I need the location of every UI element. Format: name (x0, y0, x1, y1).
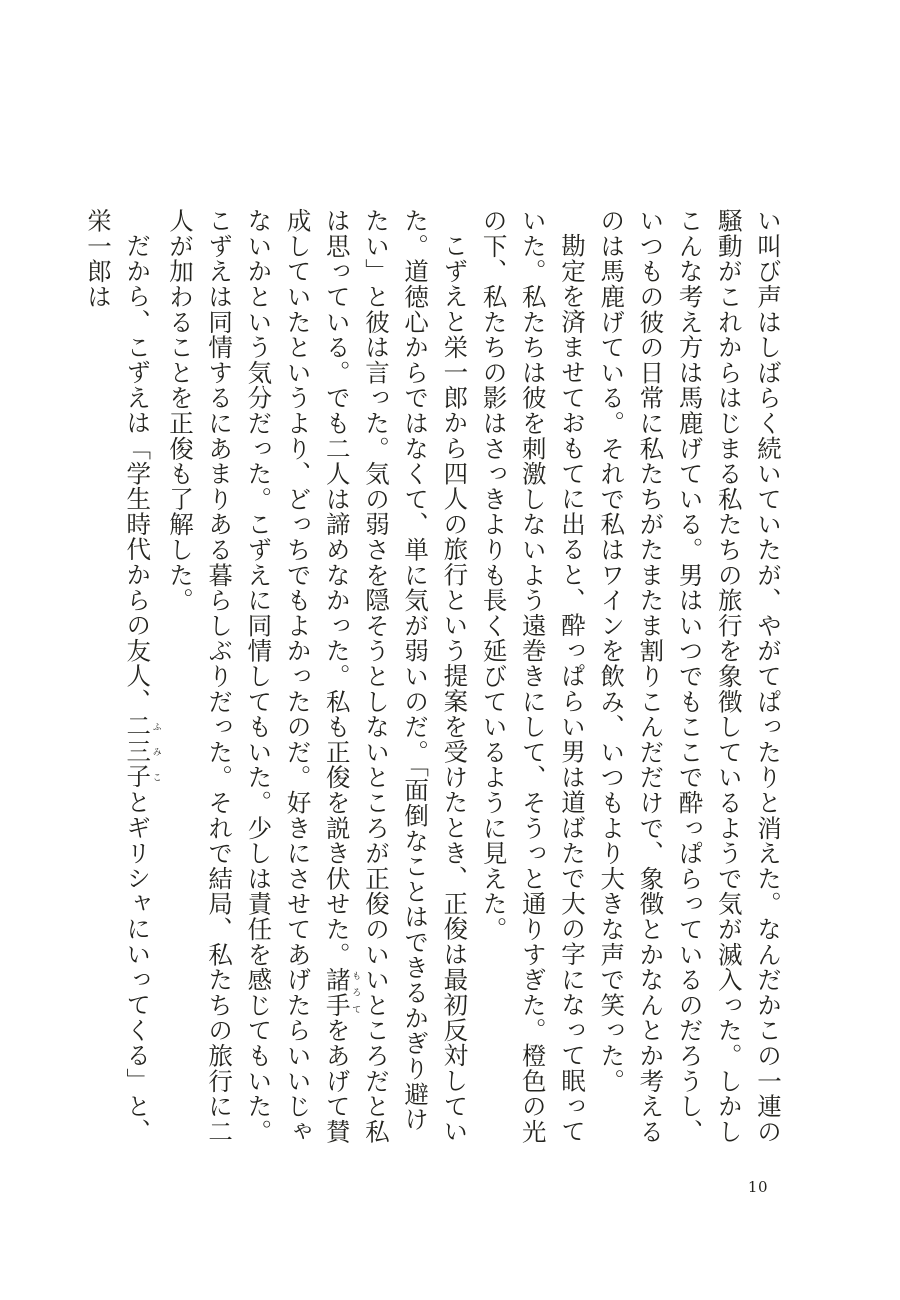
ruby-morote (322, 967, 361, 1018)
paragraph-3-text-a: こずえと栄一郎から四人の旅行という提案を受けたとき、正俊は最初反対していた。道徳心からではなくて、単に気が弱いのだ。「面倒なことはできるかぎり避けたい」と彼は言った。気の弱さを隠そうとしないところが正俊のいいところだと私は思っている。でも二人は諦めなかった。私も正俊を説き伏せた。 (322, 208, 470, 1145)
paragraph-4-text-a: だから、こずえは「学生時代からの友人、 (123, 232, 153, 714)
paragraph-2 (474, 208, 592, 1148)
paragraph-1 (592, 208, 788, 1148)
ruby-fumiko (123, 713, 161, 790)
paragraph-4 (79, 208, 161, 1148)
ruby-morote-reading: もろて (350, 967, 361, 1018)
paragraph-3-text-b: をあげて賛成していたというより、どっちでもよかったのだ。好きにさせてあげたらいいじゃないかという気分だった。こずえに同情してもいた。少しは責任を感じてもいた。こずえは同情するにあまりある暮らしぶりだった。それで結局、私たちの旅行に二人が加わることを正俊も了解した。 (165, 208, 352, 1145)
vertical-text-body (79, 208, 788, 1148)
page-number: 10 (747, 1178, 768, 1196)
ruby-fumiko-base: 二三子 (123, 713, 153, 790)
paragraph-3 (161, 208, 475, 1148)
paragraph-2-text: 勘定を済ませておもてに出ると、酔っぱらい男は道ばたで大の字になって眠っていた。私たちは彼を刺激しないよう遠巻きにして、そうっと通りすぎた。橙色の光の下、私たちの影はさっきよりも長く延びているように見えた。 (479, 208, 587, 1145)
ruby-fumiko-reading: ふみこ (150, 713, 161, 790)
paragraph-1-text: い叫び声はしばらく続いていたが、やがてぱったりと消えた。なんだかこの一連の騒動がこれからはじまる私たちの旅行を象徴しているようで気が滅入った。しかしこんな考え方は馬鹿げている。男はいつでもここで酔っぱらっているのだろうし、いつもの彼の日常に私たちがたまたま割りこんだだけで、象徴とかなんとか考えるのは馬鹿げている。それで私はワインを飲み、いつもより大きな声で笑った。 (597, 208, 783, 1145)
paragraph-4-text-b: とギリシャにいってくる」と、栄一郎は (84, 208, 153, 1144)
ruby-morote-base: 諸手 (322, 967, 352, 1018)
